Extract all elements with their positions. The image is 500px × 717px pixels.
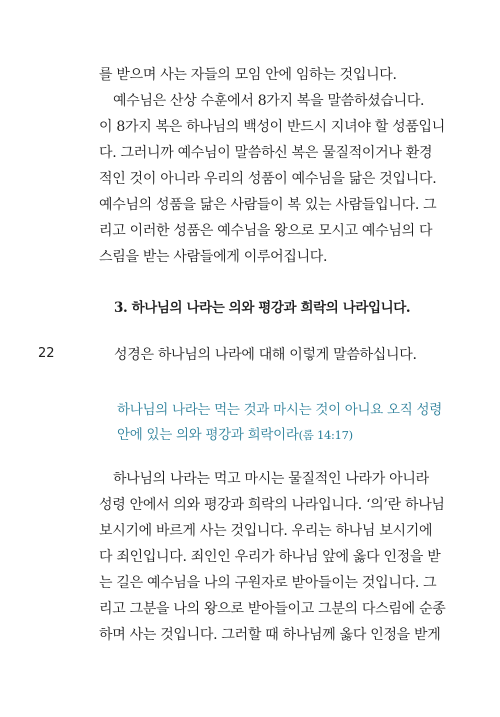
body-text-top xyxy=(99,62,445,270)
section-heading: 3. 하나님의 나라는 의와 평강과 희락의 나라입니다. xyxy=(114,300,411,316)
text-line: 하나님의 나라는 먹고 마시는 물질적인 나라가 아니라 xyxy=(113,471,429,487)
paragraph-beatitudes xyxy=(99,88,445,270)
text-line: 예수님은 산상 수훈에서 8가지 복을 말씀하셨습니다. xyxy=(113,93,425,109)
text-line: 예수님의 성품을 닮은 사람들이 복 있는 사람들입니다. 그 xyxy=(99,197,437,213)
paragraph-kingdom xyxy=(99,466,446,648)
quote-text: 안에 있는 의와 평강과 희락이라 xyxy=(117,427,299,443)
text-line: 는 길은 예수님을 나의 구원자로 받아들이는 것입니다. 그 xyxy=(99,575,437,591)
body-text-bottom xyxy=(99,466,446,648)
text-line: 다. 그러니까 예수님이 말씀하신 복은 물질적이거나 환경 xyxy=(99,145,433,161)
scripture-quote xyxy=(117,398,442,448)
text-line: 이 8가지 복은 하나님의 백성이 반드시 지녀야 할 성품입니 xyxy=(99,119,445,135)
text-line: 하며 사는 것입니다. 그러할 때 하나님께 옳다 인정을 받게 xyxy=(99,627,441,643)
text-line: 리고 그분을 나의 왕으로 받아들이고 그분의 다스림에 순종 xyxy=(99,601,446,617)
text-line: 리고 이러한 성품은 예수님을 왕으로 모시고 예수님의 다 xyxy=(99,223,433,239)
quote-line-last xyxy=(117,423,405,448)
text-line: 를 받으며 사는 자들의 모임 안에 임하는 것입니다. xyxy=(99,67,397,83)
text-line: 다 죄인입니다. 죄인인 우리가 하나님 앞에 옳다 인정을 받 xyxy=(99,549,441,565)
text-line: 스림을 받는 사람들에게 이루어집니다. xyxy=(99,249,328,265)
text-line: 성령 안에서 의와 평강과 희락의 나라입니다. ‘의’란 하나님 xyxy=(99,497,445,513)
page-number: 22 xyxy=(38,346,55,361)
quote-line: 하나님의 나라는 먹는 것과 마시는 것이 아니요 오직 성령 xyxy=(117,402,442,418)
scripture-reference: (롬 14:17) xyxy=(298,428,353,442)
paragraph-continuation xyxy=(99,62,405,88)
quote-intro: 성경은 하나님의 나라에 대해 이렇게 말씀하십니다. xyxy=(114,347,417,363)
text-line: 보시기에 바르게 사는 것입니다. 우리는 하나님 보시기에 xyxy=(99,523,433,539)
text-line: 적인 것이 아니라 우리의 성품이 예수님을 닮은 것입니다. xyxy=(99,171,437,187)
